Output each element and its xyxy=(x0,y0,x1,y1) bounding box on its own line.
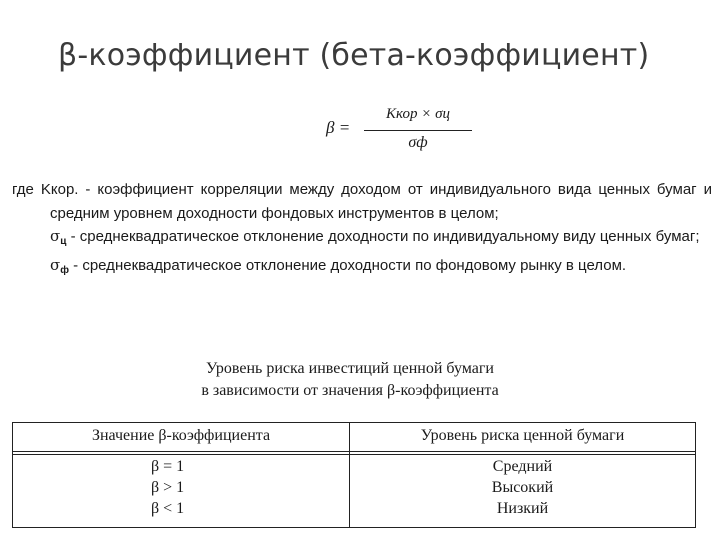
header-divider xyxy=(13,451,695,452)
caption-line-1: Уровень риска инвестиций ценной бумаги xyxy=(206,360,494,377)
table-cell-risk: Средний xyxy=(492,458,553,475)
table-cell-risk: Высокий xyxy=(491,479,554,496)
formula-numerator: Kкор × σц xyxy=(386,106,450,122)
beta-values-column xyxy=(13,456,349,519)
table-cell-beta: β > 1 xyxy=(151,479,185,496)
sigma-subscript: ф xyxy=(60,264,69,276)
definition-sigma-c xyxy=(12,225,712,254)
definition-text: - среднеквадратическое отклонение доходности по индивидуальному виду ценных бумаг; xyxy=(66,228,700,245)
slide-title: β-коэффициент (бета-коэффициент) xyxy=(58,38,650,73)
table-cell-beta: β < 1 xyxy=(151,500,185,517)
fraction-bar xyxy=(364,130,472,131)
table-cell-beta: β = 1 xyxy=(151,458,185,475)
caption-line-2: в зависимости от значения β-коэффициента xyxy=(201,382,499,399)
risk-levels-column xyxy=(350,456,695,519)
sigma-subscript: ц xyxy=(60,236,67,247)
definition-sigma-f xyxy=(12,254,712,283)
table-cell-risk: Низкий xyxy=(496,500,549,517)
header-divider-double xyxy=(13,454,695,455)
definitions xyxy=(12,178,712,282)
formula-lhs: β = xyxy=(326,118,351,137)
formula-denominator: σф xyxy=(408,134,428,151)
header-risk-level: Уровень риска ценной бумаги xyxy=(420,427,625,444)
sigma-symbol: σ xyxy=(50,255,61,274)
risk-table xyxy=(12,422,696,528)
definition-text: - среднеквадратическое отклонение доходности по фондовому рынку в целом. xyxy=(69,256,627,274)
definition-kkor: где Kкор. - коэффициент корреляции между доходом от индивидуального вида ценных бумаг и средним уровнем доходности фондовых инструментов в целом; xyxy=(12,181,712,222)
header-beta-value: Значение β-коэффициента xyxy=(91,427,271,444)
table-caption xyxy=(140,358,560,402)
sigma-symbol: σ xyxy=(50,227,61,245)
